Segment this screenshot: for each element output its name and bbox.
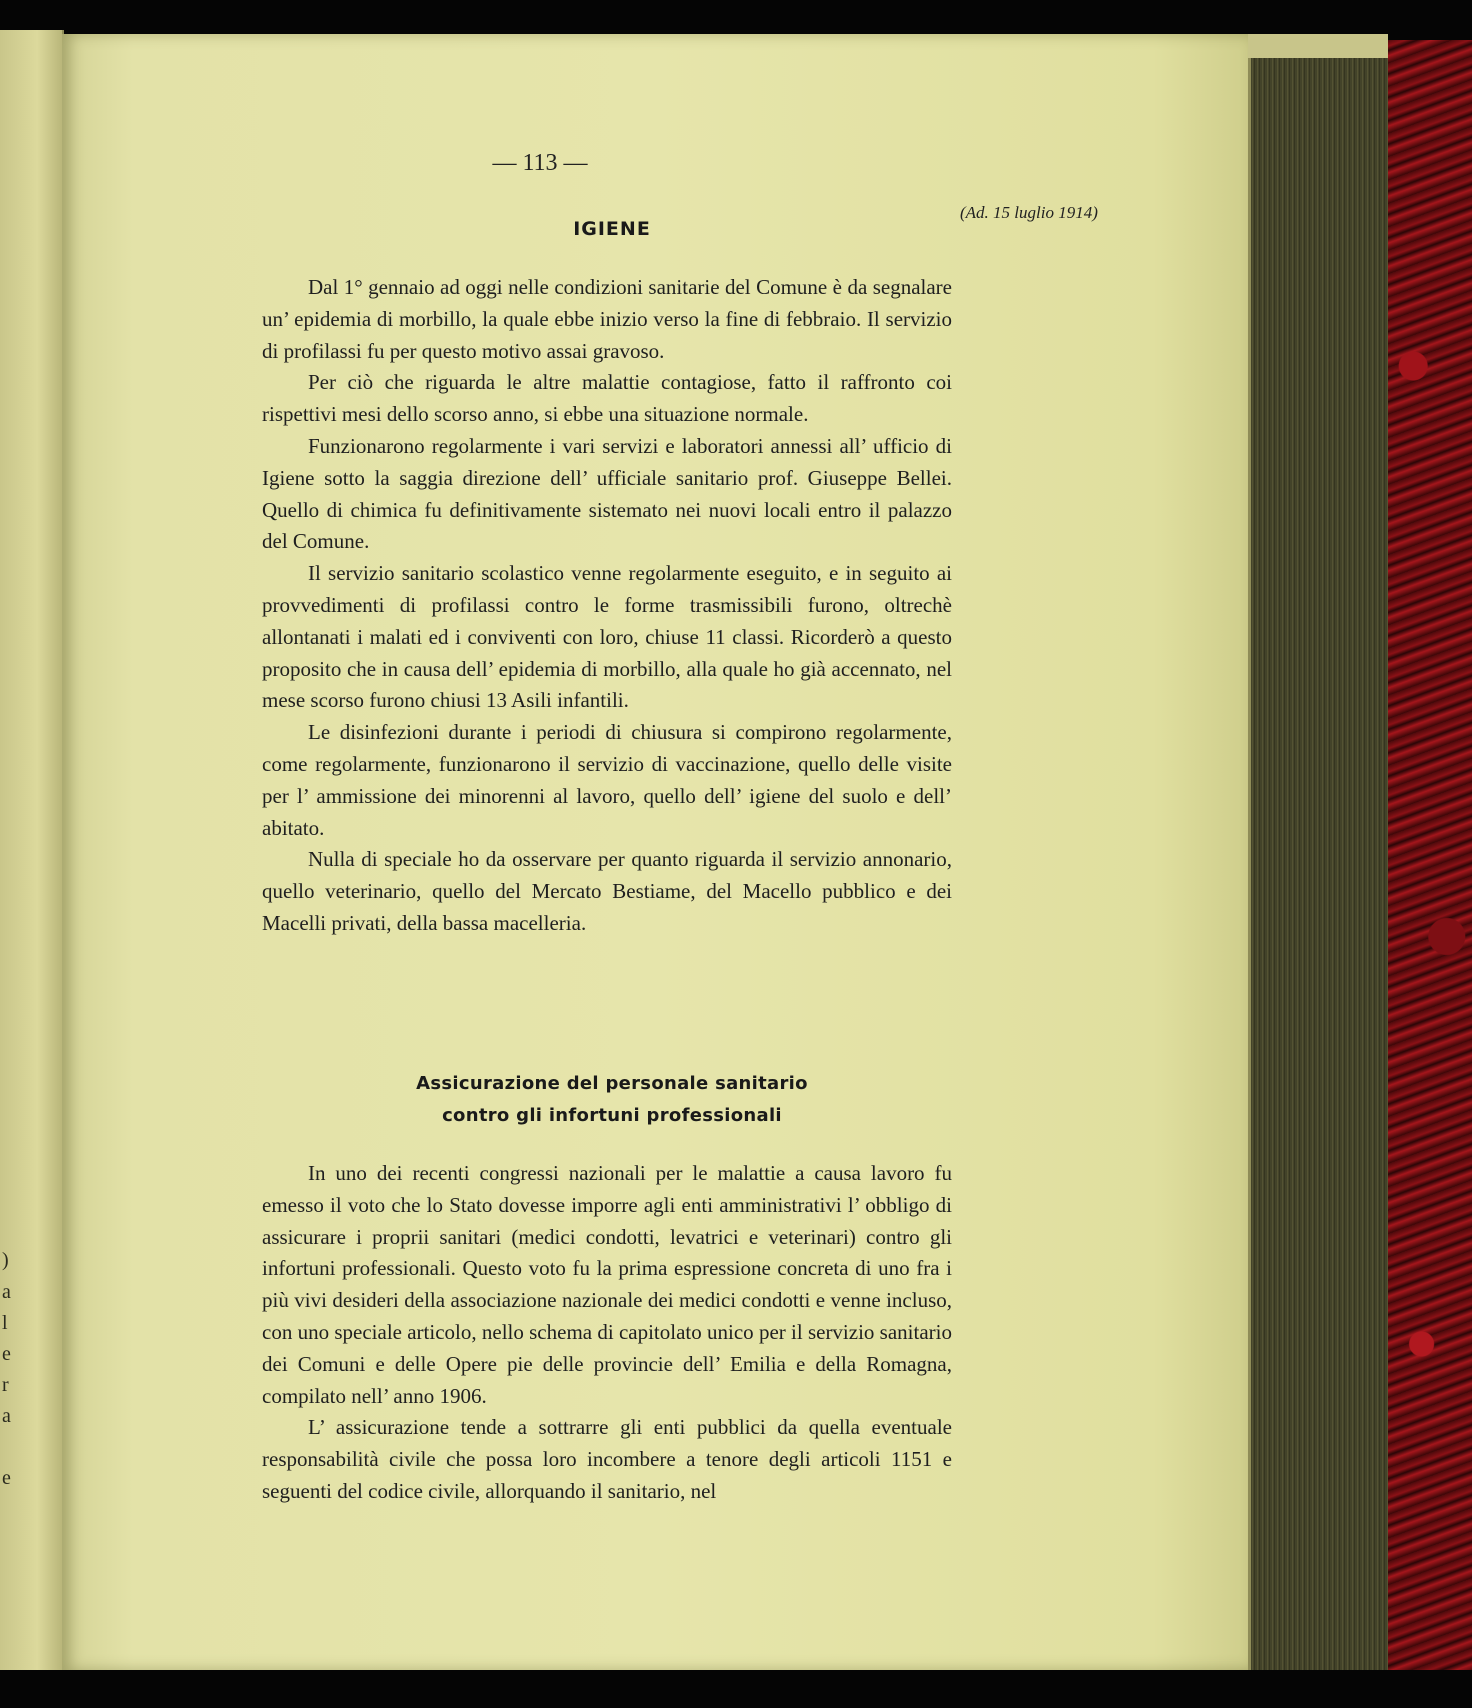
margin-letter: r bbox=[2, 1374, 9, 1396]
paragraph: Il servizio sanitario scolastico venne regolarmente eseguito, e in seguito ai provvedimenti di profilassi contro le forme trasmissibili furono, oltrechè allontanati i malati ed i conviventi con loro, chiuse 11 classi. Ricorderò a questo proposito che in causa dell’ epidemia di morbillo, alla quale ho già accennato, nel mese scorso furono chiusi 13 Asili infantili. bbox=[262, 561, 952, 713]
page-stack-edge bbox=[1248, 58, 1391, 1670]
date-reference: (Ad. 15 luglio 1914) bbox=[960, 203, 1098, 222]
paragraph: Per ciò che riguarda le altre malattie contagiose, fatto il raffronto coi rispettivi mesi dello scorso anno, si ebbe una situazione normale. bbox=[262, 370, 952, 427]
paragraph: Le disinfezioni durante i periodi di chiusura si compirono regolarmente, come regolarmente, funzionarono il servizio di vaccinazione, quello delle visite per l’ ammissione dei minorenni al lavoro, quello dell’ igiene del suolo e dell’ abitato. bbox=[262, 720, 952, 840]
page-number: — 113 — bbox=[492, 150, 588, 176]
section-title-igiene: IGIENE bbox=[573, 218, 651, 240]
book-cover-marbled bbox=[1388, 40, 1472, 1670]
margin-letter: ) bbox=[2, 1249, 9, 1271]
facing-page-edge bbox=[0, 30, 64, 1670]
section-igiene-body bbox=[262, 272, 952, 940]
section-assicurazione-body bbox=[262, 1158, 952, 1508]
margin-letter: a bbox=[2, 1281, 11, 1303]
paragraph: In uno dei recenti congressi nazionali per le malattie a causa lavoro fu emesso il voto che lo Stato dovesse imporre agli enti amministrativi l’ obbligo di assicurare i proprii sanitari (medici condotti, levatrici e veterinari) contro gli infortuni professionali. Questo voto fu la prima espressione concreta di uno fra i più vivi desideri della associazione nazionale dei medici condotti e venne incluso, con uno speciale articolo, nello schema di capitolato unico per il servizio sanitario dei Comuni e delle Opere pie delle provincie dell’ Emilia e della Romagna, compilato nell’ anno 1906. bbox=[262, 1161, 952, 1408]
paragraph: Funzionarono regolarmente i vari servizi e laboratori annessi all’ ufficio di Igiene sotto la saggia direzione dell’ ufficiale sanitario prof. Giuseppe Bellei. Quello di chimica fu definitivamente sistemato nei nuovi locali entro il palazzo del Comune. bbox=[262, 433, 952, 554]
section-title-line: contro gli infortuni professionali bbox=[442, 1105, 782, 1126]
section-title-line: Assicurazione del personale sanitario bbox=[416, 1073, 808, 1094]
margin-letter: a bbox=[2, 1405, 11, 1427]
paragraph: Dal 1° gennaio ad oggi nelle condizioni sanitarie del Comune è da segnalare un’ epidemia di morbillo, la quale ebbe inizio verso la fine di febbraio. Il servizio di profilassi fu per questo motivo assai gravoso. bbox=[262, 275, 952, 363]
paragraph: L’ assicurazione tende a sottrarre gli enti pubblici da quella eventuale responsabilità civile che possa loro incombere a tenore degli articoli 1151 e seguenti del codice civile, allorquando il sanitario, nel bbox=[262, 1415, 952, 1503]
margin-letter: l bbox=[2, 1312, 8, 1334]
margin-letter: e bbox=[2, 1467, 11, 1489]
paragraph: Nulla di speciale ho da osservare per quanto riguarda il servizio annonario, quello veterinario, quello del Mercato Bestiame, del Macello pubblico e dei Macelli privati, della bassa macelleria. bbox=[262, 847, 952, 935]
page-stack-top bbox=[1248, 34, 1388, 60]
margin-letter: e bbox=[2, 1343, 11, 1365]
section-title-assicurazione bbox=[262, 1068, 962, 1132]
